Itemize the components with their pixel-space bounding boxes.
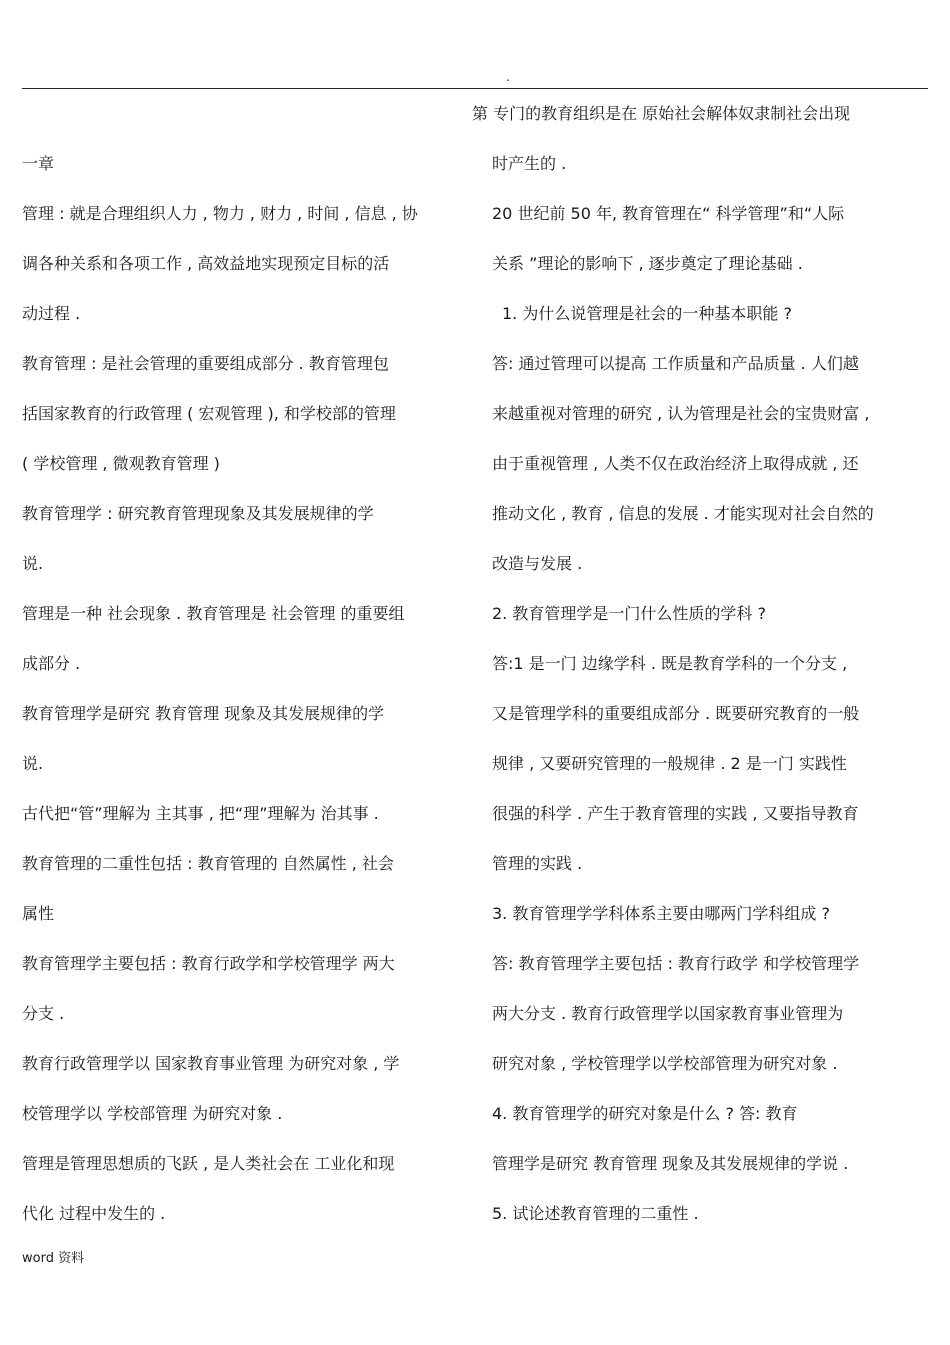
text-line: 3. 教育管理学学科体系主要由哪两门学科组成 ? [492,904,830,923]
text-line: 动过程 . [22,304,81,323]
header-rule [22,88,928,89]
text-line: 1. 为什么说管理是社会的一种基本职能 ? [502,304,792,323]
text-line: 代化 过程中发生的 . [22,1204,166,1223]
text-line: 关系 ”理论的影响下 , 逐步奠定了理论基础 . [492,254,803,273]
text-line: ( 学校管理 , 微观教育管理 ) [22,454,220,473]
header-mark: . [506,70,510,84]
text-line: 答: 教育管理学主要包括 : 教育行政学 和学校管理学 [492,954,860,973]
text-line: 教育管理学是研究 教育管理 现象及其发展规律的学 [22,704,385,723]
text-line: 调各种关系和各项工作 , 高效益地实现预定目标的活 [22,254,390,273]
text-line: 规律 , 又要研究管理的一般规律 . 2 是一门 实践性 [492,754,847,773]
text-line: 20 世纪前 50 年, 教育管理在“ 科学管理”和“人际 [492,204,845,223]
text-line: 成部分 . [22,654,81,673]
text-line: 属性 [22,904,55,923]
text-line: 管理的实践 . [492,854,583,873]
text-line: 5. 试论述教育管理的二重性 . [492,1204,699,1223]
text-line: 很强的科学 . 产生于教育管理的实践 , 又要指导教育 [492,804,859,823]
text-line: 时产生的 . [492,154,567,173]
text-line: 教育管理学 : 研究教育管理现象及其发展规律的学 [22,504,374,523]
text-line: 答:1 是一门 边缘学科 . 既是教育学科的一个分支 , [492,654,848,673]
text-line: 教育管理 : 是社会管理的重要组成部分 . 教育管理包 [22,354,389,373]
text-line: 第 专门的教育组织是在 原始社会解体奴隶制社会出现 [472,104,851,123]
text-line: 一章 [22,154,55,173]
text-line: 管理是管理思想质的飞跃 , 是人类社会在 工业化和现 [22,1154,395,1173]
text-line: 2. 教育管理学是一门什么性质的学科 ? [492,604,766,623]
text-line: 又是管理学科的重要组成部分 . 既要研究教育的一般 [492,704,860,723]
text-line: 答: 通过管理可以提高 工作质量和产品质量 . 人们越 [492,354,859,373]
text-line: 分支 . [22,1004,65,1023]
text-line: 教育行政管理学以 国家教育事业管理 为研究对象 , 学 [22,1054,400,1073]
text-line: 由于重视管理 , 人类不仅在政治经济上取得成就 , 还 [492,454,859,473]
text-line: 管理 : 就是合理组织人力 , 物力 , 财力 , 时间 , 信息 , 协 [22,204,418,223]
text-line: 说. [22,554,44,573]
text-line: 说. [22,754,44,773]
text-line: 来越重视对管理的研究 , 认为管理是社会的宝贵财富 , [492,404,870,423]
text-line: 括国家教育的行政管理 ( 宏观管理 ), 和学校部的管理 [22,404,396,423]
footer-label: word 资料 [22,1251,85,1266]
text-line: 校管理学以 学校部管理 为研究对象 . [22,1104,283,1123]
text-line: 研究对象 , 学校管理学以学校部管理为研究对象 . [492,1054,838,1073]
text-line: 两大分支 . 教育行政管理学以国家教育事业管理为 [492,1004,844,1023]
text-line: 教育管理学主要包括 : 教育行政学和学校管理学 两大 [22,954,395,973]
text-line: 管理是一种 社会现象 . 教育管理是 社会管理 的重要组 [22,604,405,623]
text-line: 古代把“管”理解为 主其事 , 把“理”理解为 治其事 . [22,804,379,823]
text-line: 改造与发展 . [492,554,583,573]
text-line: 推动文化 , 教育 , 信息的发展 . 才能实现对社会自然的 [492,504,874,523]
text-line: 教育管理的二重性包括 : 教育管理的 自然属性 , 社会 [22,854,394,873]
text-line: 管理学是研究 教育管理 现象及其发展规律的学说 . [492,1154,849,1173]
text-line: 4. 教育管理学的研究对象是什么 ? 答: 教育 [492,1104,798,1123]
